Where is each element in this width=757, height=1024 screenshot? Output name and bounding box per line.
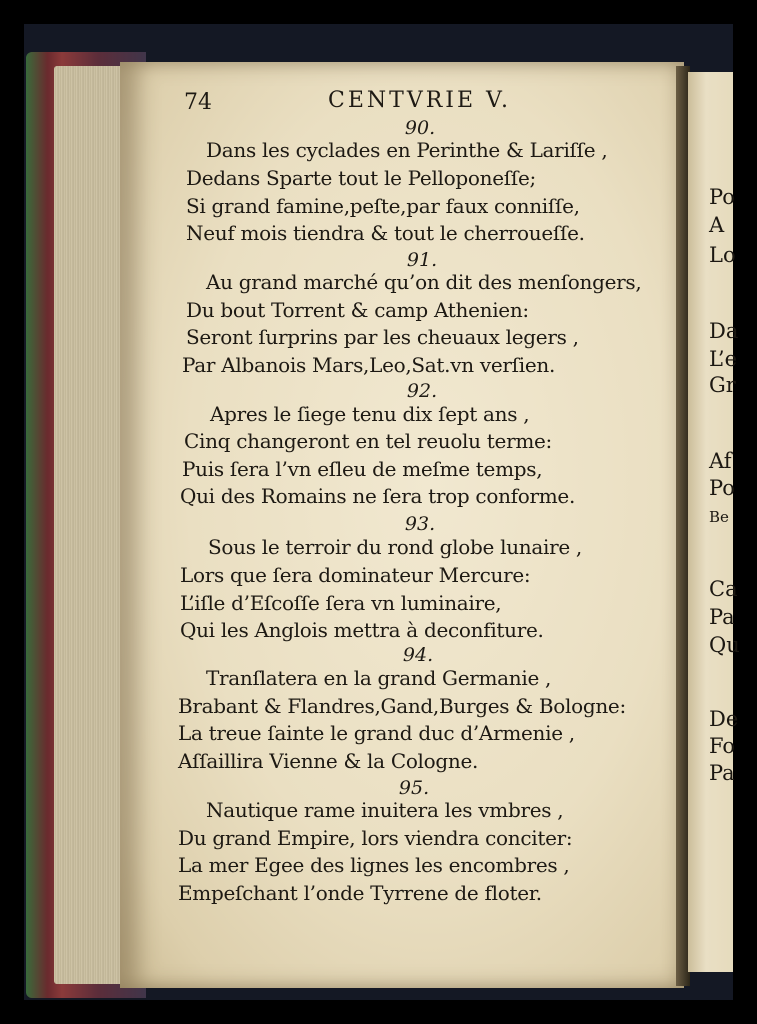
facing-fragment: Be bbox=[709, 508, 729, 526]
facing-fragment: Ca bbox=[709, 577, 738, 601]
verse-line: L’iſle d’Eſcoſſe ſera vn luminaire, bbox=[180, 591, 502, 615]
verse-line: Seront ſurprins par les cheuaux legers , bbox=[186, 325, 579, 349]
verse-line: Brabant & Flandres,Gand,Burges & Bologne: bbox=[178, 694, 626, 718]
quatrain-number: 92. bbox=[406, 380, 438, 402]
quatrain-number: 90. bbox=[404, 117, 436, 139]
verse-line: Qui les Anglois mettra à deconfiture. bbox=[180, 618, 544, 642]
running-header bbox=[170, 84, 690, 114]
verse-line: La treue ſainte le grand duc d’Armenie , bbox=[178, 721, 575, 745]
verse-line: Sous le terroir du rond globe lunaire , bbox=[208, 535, 582, 559]
facing-fragment: Fo bbox=[709, 734, 736, 758]
verse-line: Dans les cyclades en Perinthe & Lariſſe , bbox=[206, 138, 608, 162]
facing-fragment: Po bbox=[709, 185, 735, 209]
verse-line: Du grand Empire, lors viendra conciter: bbox=[178, 826, 573, 850]
facing-fragment: Af bbox=[709, 449, 732, 473]
quatrain-number: 94. bbox=[402, 644, 434, 666]
verse-line: Nautique rame inuitera les vmbres , bbox=[206, 798, 564, 822]
verse-line: Si grand famine,peſte,par faux conniſſe, bbox=[186, 194, 580, 218]
verse-line: Dedans Sparte tout le Pelloponeſſe; bbox=[186, 166, 536, 190]
facing-fragment: Gr bbox=[709, 373, 736, 397]
page-number: 74 bbox=[184, 90, 212, 115]
verse-line: Aſſaillira Vienne & la Cologne. bbox=[178, 749, 479, 773]
facing-fragment: A bbox=[709, 213, 725, 237]
quatrain-number: 93. bbox=[404, 513, 436, 535]
facing-fragment: De bbox=[709, 707, 739, 731]
quatrain-number: 91. bbox=[406, 249, 438, 271]
verse-line: Par Albanois Mars,Leo,Sat.vn verſien. bbox=[182, 353, 556, 377]
verse-line: Apres le ſiege tenu dix ſept ans , bbox=[210, 402, 530, 426]
facing-fragment: Da bbox=[709, 319, 739, 343]
verse-line: Qui des Romains ne ſera trop conforme. bbox=[180, 484, 576, 508]
facing-fragment: Qu bbox=[709, 633, 740, 657]
verse-line: Du bout Torrent & camp Athenien: bbox=[186, 298, 529, 322]
verse-line: Lors que ſera dominateur Mercure: bbox=[180, 563, 531, 587]
quatrain-number: 95. bbox=[398, 777, 430, 799]
verse-line: Au grand marché qu’on dit des menſongers, bbox=[206, 270, 642, 294]
facing-fragment: Po bbox=[709, 476, 735, 500]
verse-line: Puis ſera l’vn eſleu de meſme temps, bbox=[182, 457, 543, 481]
page-title: CENTVRIE V. bbox=[328, 88, 512, 113]
verse-line: Empeſchant l’onde Tyrrene de floter. bbox=[178, 881, 542, 905]
facing-fragment: Pa bbox=[709, 761, 735, 785]
facing-fragment: L’e bbox=[709, 347, 738, 371]
verse-line: Neuf mois tiendra & tout le cherroueſſe. bbox=[186, 221, 585, 245]
facing-page-text bbox=[709, 0, 740, 1024]
verse-line: La mer Egee des lignes les encombres , bbox=[178, 853, 570, 877]
verse-line: Cinq changeront en tel reuolu terme: bbox=[184, 429, 552, 453]
facing-fragment: Lo bbox=[709, 243, 736, 267]
verse-line: Tranſlatera en la grand Germanie , bbox=[206, 666, 552, 690]
facing-fragment: Pa bbox=[709, 605, 735, 629]
